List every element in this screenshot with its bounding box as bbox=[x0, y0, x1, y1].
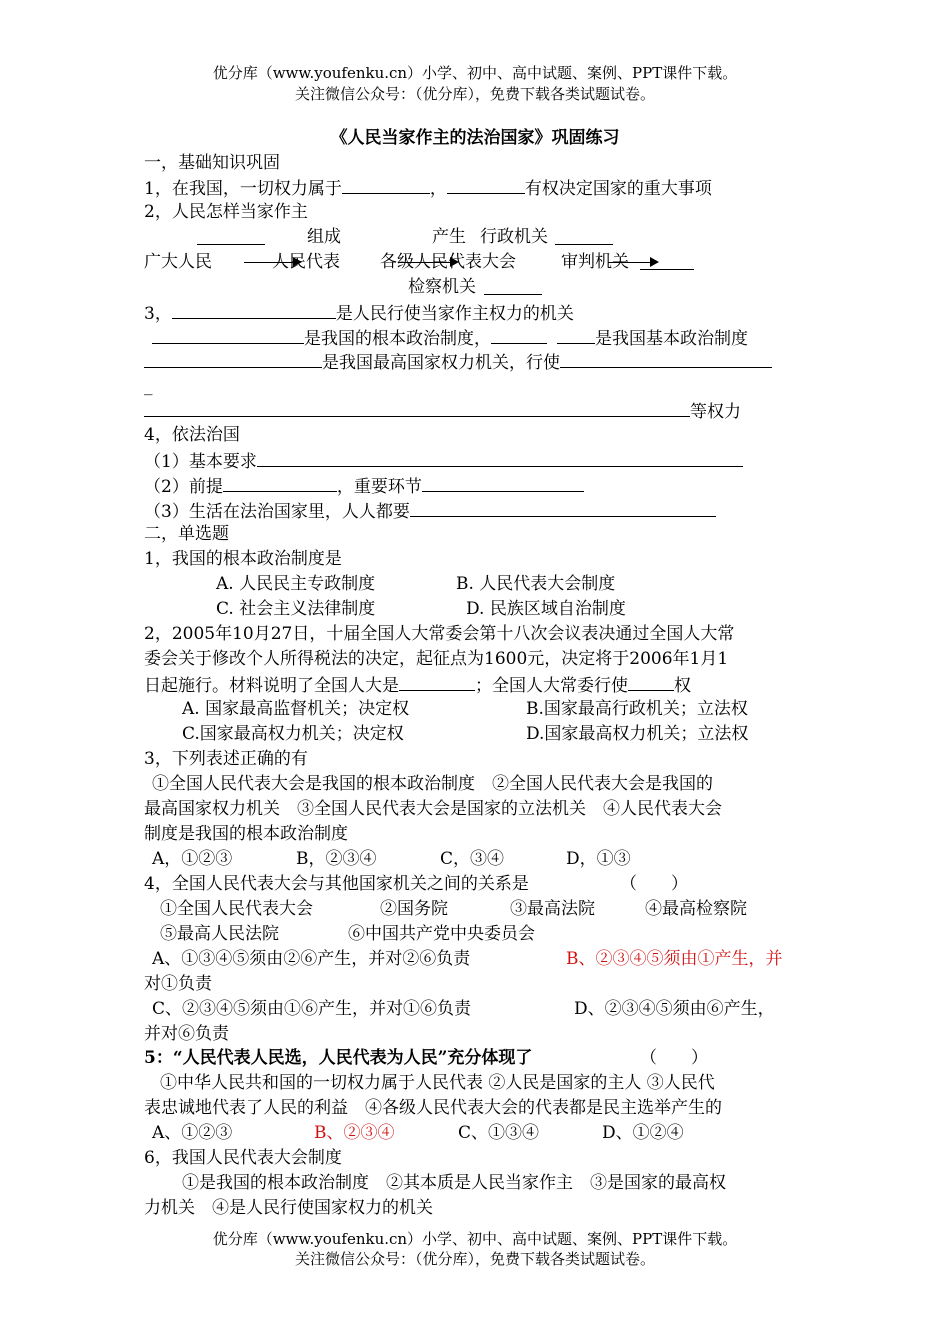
diagram-blank bbox=[197, 226, 265, 245]
s1-question-2-heading: 2，人民怎样当家作主 bbox=[144, 202, 308, 222]
s2-q4-item-1: ①全国人民代表大会 bbox=[160, 899, 313, 919]
blank bbox=[223, 473, 337, 492]
blank bbox=[257, 448, 743, 467]
s2-q2-option-d: D.国家最高权力机关；立法权 bbox=[526, 724, 749, 744]
s2-q4-option-d: D、②③④⑤须由⑥产生， bbox=[574, 999, 775, 1019]
s2-q2-line2: 委会关于修改个人所得税法的决定，起征点为1600元，决定将于2006年1月1 bbox=[144, 649, 729, 669]
page-header-line2: 关注微信公众号：（优分库），免费下载各类试题试卷。 bbox=[294, 85, 655, 103]
diagram-label-chansheng: 产生 bbox=[432, 227, 466, 247]
blank bbox=[410, 498, 716, 517]
page-footer-line2: 关注微信公众号：（优分库），免费下载各类试题试卷。 bbox=[294, 1250, 655, 1268]
s2-q3-stem: 3，下列表述正确的有 bbox=[144, 749, 308, 769]
section-heading-basics: 一，基础知识巩固 bbox=[144, 153, 280, 173]
s1-question-4-sub2: （2）前提 ，重要环节 bbox=[144, 473, 814, 499]
s2-q5-line2: 表忠诚地代表了人民的利益 ④各级人民代表大会的代表都是民主选举产生的 bbox=[144, 1098, 722, 1118]
diagram-label-shenpan: 审判机关 bbox=[561, 252, 629, 272]
s2-q3-option-c: C，③④ bbox=[440, 849, 505, 869]
s2-q5-option-a: A、①②③ bbox=[152, 1123, 233, 1143]
diagram-blank bbox=[484, 276, 542, 295]
s2-q4-option-d-cont: 并对⑥负责 bbox=[144, 1024, 229, 1044]
blank bbox=[172, 300, 336, 319]
arrow-head-3 bbox=[650, 257, 659, 267]
s2-q3-option-b: B，②③④ bbox=[296, 849, 377, 869]
s2-q3-line1: ①全国人民代表大会是我国的根本政治制度 ②全国人民代表大会是我国的 bbox=[152, 774, 713, 794]
diagram-blank bbox=[640, 251, 694, 270]
s1-question-3-line3: 是我国最高国家权力机关，行使 bbox=[144, 349, 814, 375]
s2-q4-item-2: ②国务院 bbox=[380, 899, 448, 919]
s2-q1-option-b: B. 人民代表大会制度 bbox=[456, 574, 616, 594]
document-title: 《人民当家作主的法治国家》巩固练习 bbox=[330, 128, 620, 148]
s2-q4-stem: 4，全国人民代表大会与其他国家机关之间的关系是 bbox=[144, 874, 529, 894]
s2-q2-line1: 2，2005年10月27日，十届全国人大常委会第十八次会议表决通过全国人大常 bbox=[144, 624, 735, 644]
blank bbox=[628, 672, 674, 691]
blank bbox=[144, 398, 690, 417]
s2-q1-option-a: A. 人民民主专政制度 bbox=[216, 574, 376, 594]
page-header-line1: 优分库（www.youfenku.cn）小学、初中、高中试题、案例、PPT课件下载。 bbox=[212, 64, 738, 82]
s1-question-3-line2: 是我国的根本政治制度， 是我国基本政治制度 bbox=[144, 325, 814, 351]
blank bbox=[447, 175, 525, 194]
s2-q4-item-5: ⑤最高人民法院 bbox=[160, 924, 279, 944]
arrow-line-2 bbox=[398, 262, 453, 263]
diagram-blank bbox=[555, 226, 613, 245]
s2-q4-answer-paren: （ ） bbox=[620, 874, 688, 894]
s1-question-4-sub1: （1）基本要求 bbox=[144, 448, 814, 474]
arrow-line-3 bbox=[608, 262, 653, 263]
page-footer-line1: 优分库（www.youfenku.cn）小学、初中、高中试题、案例、PPT课件下载。 bbox=[212, 1230, 738, 1248]
s2-q5-stem: 5：“人民代表人民选，人民代表为人民”充分体现了 bbox=[144, 1048, 533, 1068]
s1-question-3-line3b: _ bbox=[144, 376, 153, 396]
s1-question-3-line4: 等权力 bbox=[144, 398, 814, 424]
diagram-label-dahui: 各级人民代表大会 bbox=[380, 252, 516, 272]
s1-question-3-line1: 3， 是人民行使当家作主权力的机关 bbox=[144, 300, 814, 326]
s2-q2-option-b: B.国家最高行政机关；立法权 bbox=[526, 699, 748, 719]
section-heading-single-choice: 二，单选题 bbox=[144, 524, 229, 544]
blank bbox=[144, 349, 322, 368]
s2-q2-line3: 日起施行。材料说明了全国人大是 ；全国人大常委行使 权 bbox=[144, 672, 814, 698]
s2-q5-option-b: B、②③④ bbox=[314, 1123, 395, 1143]
s2-q4-option-c: C、②③④⑤须由①⑥产生，并对①⑥负责 bbox=[152, 999, 472, 1019]
s2-q5-option-c: C、①③④ bbox=[458, 1123, 540, 1143]
s2-q6-line2: 力机关 ④是人民行使国家权力的机关 bbox=[144, 1198, 433, 1218]
s2-q3-line2: 最高国家权力机关 ③全国人民代表大会是国家的立法机关 ④人民代表大会 bbox=[144, 799, 722, 819]
blank bbox=[342, 175, 430, 194]
blank bbox=[557, 325, 595, 344]
s2-q4-option-a: A、①③④⑤须由②⑥产生，并对②⑥负责 bbox=[152, 949, 471, 969]
blank bbox=[152, 325, 304, 344]
s2-q4-option-b-cont: 对①负责 bbox=[144, 974, 212, 994]
s2-q5-option-d: D、①②④ bbox=[602, 1123, 684, 1143]
s2-q1-option-c: C. 社会主义法律制度 bbox=[216, 599, 376, 619]
diagram-label-xingzheng: 行政机关 bbox=[480, 227, 548, 247]
s2-q1-stem: 1，我国的根本政治制度是 bbox=[144, 549, 342, 569]
s2-q2-option-c: C.国家最高权力机关；决定权 bbox=[182, 724, 404, 744]
s2-q3-option-d: D，①③ bbox=[566, 849, 631, 869]
s1-question-1: 1，在我国，一切权力属于 ， 有权决定国家的重大事项 bbox=[144, 175, 814, 201]
s2-q3-line3: 制度是我国的根本政治制度 bbox=[144, 824, 348, 844]
s2-q4-option-b: B、②③④⑤须由①产生，并 bbox=[566, 949, 783, 969]
s2-q4-item-6: ⑥中国共产党中央委员会 bbox=[348, 924, 535, 944]
arrow-head-2 bbox=[450, 257, 459, 267]
s2-q6-stem: 6，我国人民代表大会制度 bbox=[144, 1148, 342, 1168]
s2-q2-option-a: A. 国家最高监督机关；决定权 bbox=[182, 699, 410, 719]
s1-question-4-sub3: （3）生活在法治国家里，人人都要 bbox=[144, 498, 814, 524]
blank bbox=[560, 349, 772, 368]
s2-q4-item-4: ④最高检察院 bbox=[645, 899, 747, 919]
arrow-head-1 bbox=[293, 257, 302, 267]
s2-q5-answer-paren: （ ） bbox=[640, 1048, 708, 1068]
diagram-label-jiancha: 检察机关 bbox=[408, 277, 476, 297]
diagram-label-guangda: 广大人民 bbox=[144, 252, 212, 272]
blank bbox=[422, 473, 584, 492]
s2-q5-line1: ①中华人民共和国的一切权力属于人民代表 ②人民是国家的主人 ③人民代 bbox=[160, 1073, 715, 1093]
arrow-line-1 bbox=[244, 262, 296, 263]
s2-q3-option-a: A，①②③ bbox=[152, 849, 233, 869]
blank bbox=[491, 325, 547, 344]
blank bbox=[399, 672, 475, 691]
s1-question-4-heading: 4，依法治国 bbox=[144, 425, 240, 445]
diagram-label-daibiao: 人民代表 bbox=[272, 252, 340, 272]
s2-q1-option-d: D. 民族区域自治制度 bbox=[466, 599, 626, 619]
diagram-label-zucheng: 组成 bbox=[307, 227, 341, 247]
s2-q4-item-3: ③最高法院 bbox=[510, 899, 595, 919]
s2-q6-line1: ①是我国的根本政治制度 ②其本质是人民当家作主 ③是国家的最高权 bbox=[182, 1173, 726, 1193]
